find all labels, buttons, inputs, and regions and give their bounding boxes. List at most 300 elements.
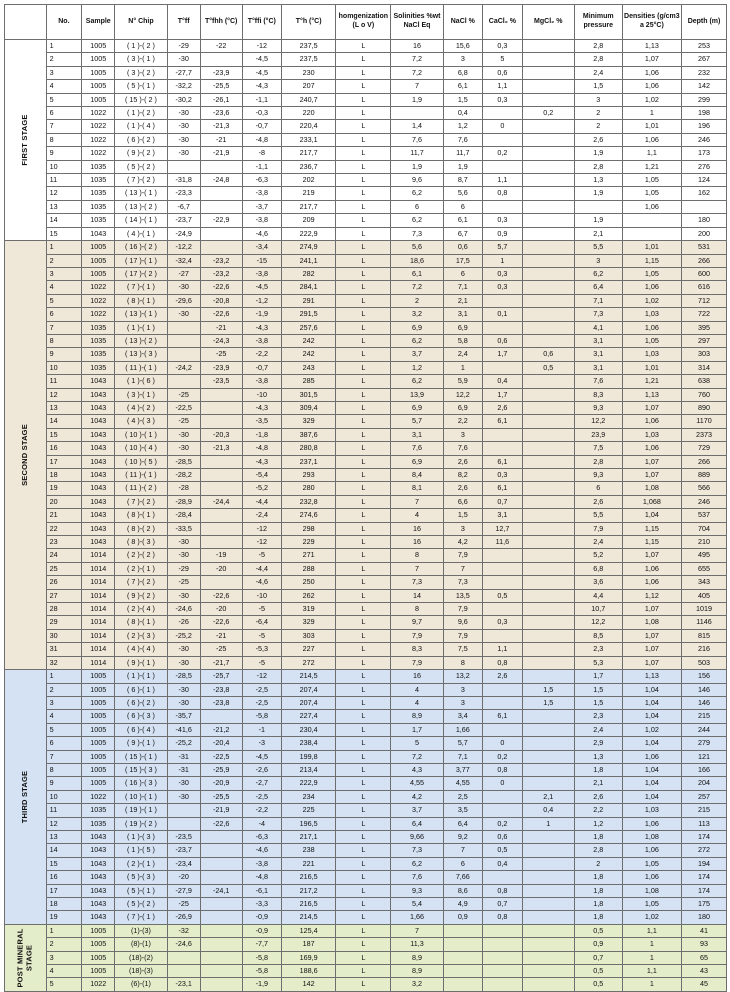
cell-no: 5: [46, 978, 81, 991]
cell-tfhh: -24,3: [200, 334, 242, 347]
cell-homogenization: L: [336, 817, 391, 830]
cell-tfhh: -24,8: [200, 174, 242, 187]
cell-chip: ( 13 )-( 2 ): [115, 200, 167, 213]
cell-th: 213,4: [282, 763, 336, 776]
cell-nacl: 11,7: [443, 147, 483, 160]
cell-homogenization: L: [336, 455, 391, 468]
cell-sample: 1005: [82, 924, 115, 937]
cell-mgcl2: [522, 455, 574, 468]
cell-tffi: -4,8: [242, 133, 282, 146]
table-row: [5, 643, 727, 656]
cell-densities: 1,07: [622, 629, 681, 642]
cell-chip: ( 5 )-( 3 ): [115, 871, 167, 884]
cell-densities: 1,06: [622, 415, 681, 428]
cell-homogenization: L: [336, 750, 391, 763]
cell-densities: 1,06: [622, 200, 681, 213]
cell-chip: ( 1 )-( 3 ): [115, 830, 167, 843]
cell-depth: 180: [682, 911, 727, 924]
cell-cacl2: [483, 965, 523, 978]
cell-tffi: -4,3: [242, 455, 282, 468]
cell-sample: 1043: [82, 442, 115, 455]
cell-depth: 704: [682, 522, 727, 535]
cell-th: 282: [282, 267, 336, 280]
cell-homogenization: L: [336, 603, 391, 616]
cell-mgcl2: [522, 522, 574, 535]
cell-chip: ( 1 )-( 5 ): [115, 844, 167, 857]
cell-mgcl2: [522, 401, 574, 414]
cell-homogenization: L: [336, 187, 391, 200]
cell-tff: -30: [167, 308, 200, 321]
cell-tffi: -0,9: [242, 911, 282, 924]
cell-minimum-pressure: 1,8: [574, 898, 622, 911]
cell-tfhh: -20,3: [200, 428, 242, 441]
cell-mgcl2: 1,5: [522, 696, 574, 709]
cell-densities: 1,05: [622, 174, 681, 187]
cell-sample: 1014: [82, 656, 115, 669]
cell-cacl2: [483, 428, 523, 441]
cell-homogenization: L: [336, 978, 391, 991]
cell-tffi: -3,4: [242, 241, 282, 254]
cell-chip: ( 5 )-( 1 ): [115, 80, 167, 93]
table-row: [5, 938, 727, 951]
cell-sample: 1005: [82, 763, 115, 776]
table-row: [5, 254, 727, 267]
table-row: [5, 375, 727, 388]
cell-minimum-pressure: 2,3: [574, 710, 622, 723]
cell-cacl2: 0,8: [483, 884, 523, 897]
cell-th: 216,5: [282, 898, 336, 911]
cell-salinities: 4: [391, 683, 443, 696]
table-row: [5, 629, 727, 642]
cell-densities: 1,06: [622, 66, 681, 79]
cell-tffi: -4,5: [242, 53, 282, 66]
cell-no: 28: [46, 603, 81, 616]
cell-tff: -31: [167, 750, 200, 763]
cell-th: 303: [282, 629, 336, 642]
cell-chip: ( 8 )-( 1 ): [115, 509, 167, 522]
cell-tff: -30: [167, 777, 200, 790]
cell-cacl2: [483, 790, 523, 803]
cell-mgcl2: 1,5: [522, 683, 574, 696]
cell-no: 12: [46, 817, 81, 830]
cell-chip: ( 4 )-( 2 ): [115, 401, 167, 414]
cell-homogenization: L: [336, 200, 391, 213]
cell-salinities: 7,3: [391, 576, 443, 589]
cell-minimum-pressure: 7,5: [574, 442, 622, 455]
cell-tffi: -1,1: [242, 160, 282, 173]
cell-salinities: 16: [391, 536, 443, 549]
cell-no: 13: [46, 830, 81, 843]
cell-nacl: 6,8: [443, 66, 483, 79]
cell-cacl2: 0,6: [483, 830, 523, 843]
header-stage: [5, 5, 47, 40]
cell-tfhh: -24,4: [200, 495, 242, 508]
cell-no: 6: [46, 737, 81, 750]
cell-homogenization: L: [336, 536, 391, 549]
cell-no: 13: [46, 401, 81, 414]
cell-minimum-pressure: 1,9: [574, 214, 622, 227]
cell-densities: 1,01: [622, 241, 681, 254]
cell-sample: 1043: [82, 844, 115, 857]
cell-densities: [622, 227, 681, 240]
header-sample: Sample: [82, 5, 115, 40]
cell-cacl2: 0,4: [483, 375, 523, 388]
cell-th: 230,4: [282, 723, 336, 736]
cell-sample: 1014: [82, 589, 115, 602]
cell-sample: 1035: [82, 160, 115, 173]
cell-nacl: 3: [443, 696, 483, 709]
cell-nacl: 1: [443, 361, 483, 374]
cell-depth: 204: [682, 777, 727, 790]
cell-no: 10: [46, 790, 81, 803]
table-row: [5, 40, 727, 53]
cell-tff: -30: [167, 133, 200, 146]
cell-tffi: -5: [242, 603, 282, 616]
cell-tffi: -4,5: [242, 66, 282, 79]
table-row: [5, 348, 727, 361]
cell-homogenization: L: [336, 576, 391, 589]
cell-no: 8: [46, 334, 81, 347]
cell-th: 225: [282, 804, 336, 817]
cell-tffi: -4: [242, 817, 282, 830]
cell-tff: -29: [167, 562, 200, 575]
cell-no: 32: [46, 656, 81, 669]
cell-densities: 1,06: [622, 844, 681, 857]
cell-tffi: -1,1: [242, 93, 282, 106]
cell-chip: ( 6 )-( 4 ): [115, 723, 167, 736]
table-row: [5, 549, 727, 562]
cell-minimum-pressure: 2,9: [574, 737, 622, 750]
cell-tff: -30: [167, 428, 200, 441]
cell-tff: -12,2: [167, 241, 200, 254]
cell-no: 2: [46, 938, 81, 951]
cell-densities: 1,02: [622, 911, 681, 924]
cell-th: 220,4: [282, 120, 336, 133]
cell-mgcl2: [522, 469, 574, 482]
cell-cacl2: 2,6: [483, 401, 523, 414]
cell-th: 280,8: [282, 442, 336, 455]
cell-cacl2: [483, 107, 523, 120]
cell-no: 15: [46, 428, 81, 441]
cell-chip: ( 15 )-( 2 ): [115, 93, 167, 106]
cell-depth: 266: [682, 254, 727, 267]
cell-mgcl2: [522, 442, 574, 455]
cell-tffi: -4,3: [242, 321, 282, 334]
cell-no: 20: [46, 495, 81, 508]
cell-chip: ( 13 )-( 1 ): [115, 187, 167, 200]
cell-nacl: 0,9: [443, 911, 483, 924]
cell-depth: 194: [682, 857, 727, 870]
cell-no: 18: [46, 898, 81, 911]
table-row: [5, 133, 727, 146]
cell-depth: 166: [682, 763, 727, 776]
cell-th: 207,4: [282, 683, 336, 696]
cell-nacl: 7,66: [443, 871, 483, 884]
table-row: [5, 147, 727, 160]
cell-salinities: 13,9: [391, 388, 443, 401]
cell-no: 7: [46, 750, 81, 763]
cell-minimum-pressure: 1,7: [574, 670, 622, 683]
table-row: [5, 536, 727, 549]
cell-th: 214,5: [282, 670, 336, 683]
cell-cacl2: 0,3: [483, 40, 523, 53]
table-row: [5, 911, 727, 924]
cell-densities: 1,04: [622, 509, 681, 522]
cell-mgcl2: [522, 978, 574, 991]
cell-homogenization: L: [336, 388, 391, 401]
cell-minimum-pressure: 7,3: [574, 308, 622, 321]
cell-tfhh: [200, 241, 242, 254]
cell-nacl: 6,1: [443, 214, 483, 227]
stage-label-cell: [5, 241, 47, 670]
cell-cacl2: [483, 804, 523, 817]
cell-tffi: -0,7: [242, 361, 282, 374]
cell-mgcl2: 0,5: [522, 361, 574, 374]
table-body: [5, 40, 727, 992]
cell-th: 285: [282, 375, 336, 388]
cell-th: 232,8: [282, 495, 336, 508]
cell-tffi: -6,1: [242, 884, 282, 897]
header-tfhh: T°fhh (°C): [200, 5, 242, 40]
cell-sample: 1035: [82, 321, 115, 334]
cell-depth: 276: [682, 160, 727, 173]
cell-nacl: 3,4: [443, 710, 483, 723]
cell-minimum-pressure: 1,8: [574, 871, 622, 884]
cell-sample: 1014: [82, 603, 115, 616]
cell-tfhh: [200, 482, 242, 495]
cell-depth: 495: [682, 549, 727, 562]
cell-homogenization: L: [336, 710, 391, 723]
cell-salinities: 6,9: [391, 321, 443, 334]
cell-mgcl2: [522, 281, 574, 294]
cell-cacl2: [483, 603, 523, 616]
cell-nacl: 2,6: [443, 455, 483, 468]
cell-minimum-pressure: 1,5: [574, 696, 622, 709]
cell-cacl2: [483, 723, 523, 736]
cell-tfhh: -21: [200, 629, 242, 642]
cell-homogenization: L: [336, 174, 391, 187]
cell-tffi: -3,8: [242, 187, 282, 200]
cell-homogenization: L: [336, 857, 391, 870]
cell-salinities: 6,9: [391, 455, 443, 468]
table-row: [5, 670, 727, 683]
cell-sample: 1035: [82, 361, 115, 374]
cell-densities: 1,21: [622, 160, 681, 173]
cell-cacl2: 0,3: [483, 281, 523, 294]
cell-tfhh: [200, 911, 242, 924]
stage-label-cell: [5, 40, 47, 241]
table-row: [5, 401, 727, 414]
cell-no: 15: [46, 857, 81, 870]
cell-nacl: 8: [443, 656, 483, 669]
cell-mgcl2: [522, 576, 574, 589]
cell-minimum-pressure: 4,1: [574, 321, 622, 334]
cell-cacl2: [483, 549, 523, 562]
cell-mgcl2: [522, 629, 574, 642]
cell-tffi: -1,9: [242, 308, 282, 321]
cell-sample: 1022: [82, 281, 115, 294]
cell-cacl2: 0,5: [483, 589, 523, 602]
cell-tff: -6,7: [167, 200, 200, 213]
cell-mgcl2: [522, 482, 574, 495]
cell-no: 8: [46, 763, 81, 776]
cell-sample: 1022: [82, 133, 115, 146]
cell-tff: [167, 817, 200, 830]
cell-tff: -33,5: [167, 522, 200, 535]
cell-salinities: 7,3: [391, 227, 443, 240]
cell-th: 237,5: [282, 40, 336, 53]
cell-cacl2: 2,6: [483, 670, 523, 683]
cell-tfhh: [200, 187, 242, 200]
table-row: [5, 66, 727, 79]
cell-homogenization: L: [336, 401, 391, 414]
cell-mgcl2: [522, 241, 574, 254]
cell-mgcl2: [522, 589, 574, 602]
cell-salinities: 1,9: [391, 160, 443, 173]
cell-tffi: -0,9: [242, 924, 282, 937]
cell-tffi: -4,4: [242, 562, 282, 575]
cell-depth: 146: [682, 683, 727, 696]
cell-th: 274,9: [282, 241, 336, 254]
table-row: [5, 334, 727, 347]
cell-nacl: 5,7: [443, 737, 483, 750]
cell-nacl: 4,55: [443, 777, 483, 790]
table-row: [5, 790, 727, 803]
cell-tfhh: -20,4: [200, 737, 242, 750]
cell-mgcl2: [522, 200, 574, 213]
cell-th: 298: [282, 522, 336, 535]
cell-cacl2: 1: [483, 254, 523, 267]
cell-tffi: -4,8: [242, 442, 282, 455]
cell-depth: 174: [682, 830, 727, 843]
cell-cacl2: 0,3: [483, 267, 523, 280]
cell-homogenization: L: [336, 428, 391, 441]
cell-salinities: 16: [391, 670, 443, 683]
cell-nacl: 7: [443, 844, 483, 857]
cell-tff: -22,5: [167, 401, 200, 414]
cell-nacl: 1,66: [443, 723, 483, 736]
cell-no: 3: [46, 66, 81, 79]
cell-homogenization: L: [336, 549, 391, 562]
cell-densities: 1,07: [622, 643, 681, 656]
table-row: [5, 482, 727, 495]
cell-tff: -24,2: [167, 361, 200, 374]
cell-tfhh: -22,6: [200, 308, 242, 321]
cell-mgcl2: [522, 147, 574, 160]
cell-minimum-pressure: 8,5: [574, 629, 622, 642]
cell-chip: ( 3 )-( 1 ): [115, 53, 167, 66]
cell-th: 207: [282, 80, 336, 93]
cell-homogenization: L: [336, 737, 391, 750]
cell-depth: 246: [682, 495, 727, 508]
cell-mgcl2: [522, 174, 574, 187]
cell-tfhh: -23,9: [200, 66, 242, 79]
cell-nacl: 4,9: [443, 898, 483, 911]
cell-no: 30: [46, 629, 81, 642]
cell-minimum-pressure: 1,3: [574, 750, 622, 763]
cell-tff: -27,7: [167, 66, 200, 79]
cell-mgcl2: 0,4: [522, 804, 574, 817]
cell-chip: ( 7 )-( 2 ): [115, 174, 167, 187]
cell-tff: -28,2: [167, 469, 200, 482]
cell-densities: 1: [622, 938, 681, 951]
cell-homogenization: L: [336, 469, 391, 482]
cell-tffi: -3,8: [242, 857, 282, 870]
cell-tffi: -1,8: [242, 428, 282, 441]
cell-cacl2: [483, 294, 523, 307]
cell-no: 7: [46, 321, 81, 334]
cell-tff: -25: [167, 898, 200, 911]
cell-tff: -23,1: [167, 978, 200, 991]
cell-tff: -32,4: [167, 254, 200, 267]
cell-minimum-pressure: 3,1: [574, 361, 622, 374]
cell-mgcl2: [522, 737, 574, 750]
cell-densities: 1,06: [622, 871, 681, 884]
cell-tffi: -2,5: [242, 696, 282, 709]
cell-densities: 1,07: [622, 469, 681, 482]
cell-nacl: 3: [443, 53, 483, 66]
fluid-inclusion-table: [4, 4, 727, 992]
cell-th: 187: [282, 938, 336, 951]
cell-densities: 1,08: [622, 884, 681, 897]
cell-tfhh: -22,9: [200, 214, 242, 227]
cell-tfhh: [200, 522, 242, 535]
cell-densities: 1,1: [622, 965, 681, 978]
cell-depth: 180: [682, 214, 727, 227]
cell-sample: 1005: [82, 938, 115, 951]
cell-th: 257,6: [282, 321, 336, 334]
cell-tfhh: -20,9: [200, 777, 242, 790]
cell-homogenization: L: [336, 830, 391, 843]
cell-sample: 1005: [82, 53, 115, 66]
cell-tff: -30: [167, 790, 200, 803]
cell-depth: 246: [682, 133, 727, 146]
cell-th: 241,1: [282, 254, 336, 267]
cell-sample: 1022: [82, 120, 115, 133]
cell-homogenization: L: [336, 804, 391, 817]
cell-salinities: 2: [391, 294, 443, 307]
cell-salinities: 9,3: [391, 884, 443, 897]
cell-tfhh: -22,6: [200, 589, 242, 602]
cell-th: 229: [282, 536, 336, 549]
cell-densities: 1,07: [622, 455, 681, 468]
cell-salinities: 16: [391, 40, 443, 53]
cell-cacl2: [483, 361, 523, 374]
stage-label-cell: [5, 924, 47, 991]
cell-tff: -28: [167, 482, 200, 495]
cell-homogenization: L: [336, 415, 391, 428]
cell-minimum-pressure: 8,3: [574, 388, 622, 401]
cell-nacl: 1,5: [443, 509, 483, 522]
table-row: [5, 200, 727, 213]
cell-sample: 1005: [82, 267, 115, 280]
cell-no: 11: [46, 174, 81, 187]
cell-chip: ( 9 )-( 1 ): [115, 656, 167, 669]
table-row: [5, 160, 727, 173]
cell-cacl2: [483, 133, 523, 146]
cell-depth: 198: [682, 107, 727, 120]
cell-cacl2: 1,7: [483, 388, 523, 401]
cell-sample: 1005: [82, 40, 115, 53]
cell-tff: [167, 804, 200, 817]
cell-tffi: -2,5: [242, 790, 282, 803]
cell-tff: -30: [167, 120, 200, 133]
cell-nacl: 6,9: [443, 321, 483, 334]
cell-densities: 1,06: [622, 817, 681, 830]
cell-minimum-pressure: 3,6: [574, 576, 622, 589]
cell-chip: ( 7 )-( 2 ): [115, 495, 167, 508]
cell-densities: 1,07: [622, 603, 681, 616]
